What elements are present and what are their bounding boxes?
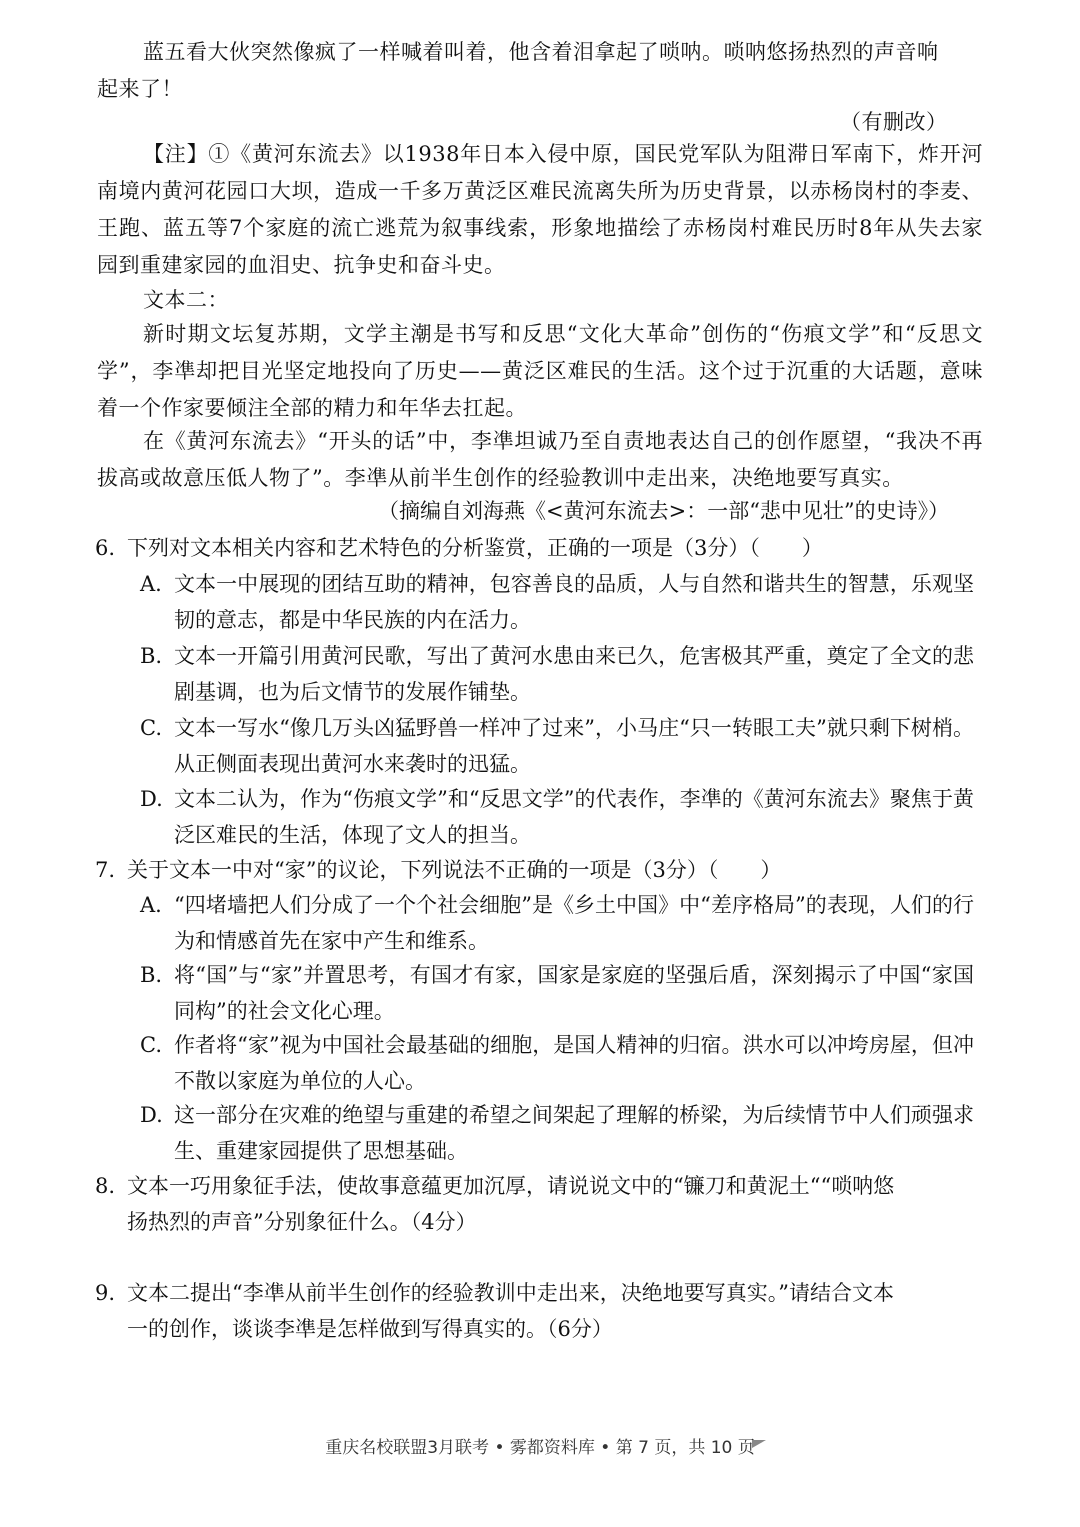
text2-paragraph: 在《黄河东流去》“开头的话”中，李凖坦诚乃至自责地表达自己的创作愿望，“我决不再拔高或故意压低人物了”。李凖从前半生创作的经验教训中走出来，决绝地要写真实。 (97, 429, 983, 490)
passage-line: 起来了！ (97, 77, 183, 101)
option-text: 文本一开篇引用黄河民歌，写出了黄河水患由来已久，危害极其严重，奠定了全文的悲剧基调，也为后文情节的发展作铺垫。 (174, 644, 974, 704)
question-stem: 扬热烈的声音”分别象征什么。（4分） (127, 1210, 477, 1234)
option-text: 这一部分在灾难的绝望与重建的希望之间架起了理解的桥梁，为后续情节中人们顽强求生、重建家园提供了思想基础。 (174, 1103, 974, 1163)
question-8 (95, 1168, 985, 1240)
option-label: C. (140, 716, 162, 740)
question-stem: 关于文本一中对“家”的议论，下列说法不正确的一项是（3分）（ ） (127, 858, 782, 882)
question-stem: 一的创作，谈谈李凖是怎样做到写得真实的。（6分） (127, 1317, 613, 1341)
question-number: 7. (95, 858, 116, 882)
option-text: 文本一中展现的团结互助的精神，包容善良的品质，人与自然和谐共生的智慧，乐观坚韧的意志，都是中华民族的内在活力。 (174, 572, 974, 632)
question-7 (95, 852, 985, 888)
passage-line: 蓝五看大伙突然像疯了一样喊着叫着，他含着泪拿起了唢呐。唢呐悠扬热烈的声音响 (143, 40, 939, 64)
option-label: D. (140, 1103, 163, 1127)
text2-heading: 文本二： (143, 288, 229, 312)
option-label: A. (140, 893, 162, 917)
option-6d[interactable] (140, 781, 980, 853)
source-citation: （摘编自刘海燕《<黄河东流去>：一部“悲中见壮”的史诗》） (378, 499, 950, 523)
question-number: 9. (95, 1281, 116, 1305)
page-footer: 重庆名校联盟3月联考 • 雾都资料库 • 第 7 页，共 10 页 (325, 1438, 755, 1458)
option-text: 文本一写水“像几万头凶猛野兽一样冲了过来”，小马庄“只一转眼工夫”就只剩下树梢。从正侧面表现出黄河水来袭时的迅猛。 (174, 716, 974, 776)
edit-note: （有删改） (840, 110, 948, 134)
option-label: B. (140, 644, 163, 668)
page-corner-icon (752, 1440, 766, 1448)
option-6a[interactable] (140, 566, 980, 638)
option-6b[interactable] (140, 638, 980, 710)
option-label: A. (140, 572, 162, 596)
option-text: 文本二认为，作为“伤痕文学”和“反思文学”的代表作，李凖的《黄河东流去》聚焦于黄泛区难民的生活，体现了文人的担当。 (174, 787, 974, 847)
option-text: 作者将“家”视为中国社会最基础的细胞，是国人精神的归宿。洪水可以冲垮房屋，但冲不散以家庭为单位的人心。 (174, 1033, 974, 1093)
option-text: 将“国”与“家”并置思考，有国才有家，国家是家庭的坚强后盾，深刻揭示了中国“家国同构”的社会文化心理。 (174, 963, 974, 1023)
option-7d[interactable] (140, 1097, 980, 1169)
text2-paragraph: 新时期文坛复苏期，文学主潮是书写和反思“文化大革命”创伤的“伤痕文学”和“反思文学”，李凖却把目光坚定地投向了历史——黄泛区难民的生活。这个过于沉重的大话题，意味着一个作家要倾注全部的精力和年华去扛起。 (97, 322, 983, 420)
question-stem: 文本一巧用象征手法，使故事意蕴更加沉厚，请说说文中的“镰刀和黄泥土““唢呐悠 (127, 1174, 895, 1198)
option-7b[interactable] (140, 957, 980, 1029)
option-text: “四堵墙把人们分成了一个个社会细胞”是《乡土中国》中“差序格局”的表现，人们的行为和情感首先在家中产生和维系。 (174, 893, 974, 953)
question-6 (95, 530, 985, 566)
question-number: 8. (95, 1174, 116, 1198)
option-7c[interactable] (140, 1027, 980, 1099)
option-label: B. (140, 963, 163, 987)
question-9 (95, 1275, 985, 1347)
question-number: 6. (95, 536, 116, 560)
question-stem: 文本二提出“李凖从前半生创作的经验教训中走出来，决绝地要写真实。”请结合文本 (127, 1281, 894, 1305)
option-label: C. (140, 1033, 162, 1057)
question-stem: 下列对文本相关内容和艺术特色的分析鉴赏，正确的一项是（3分）（ ） (127, 536, 823, 560)
option-7a[interactable] (140, 887, 980, 959)
option-label: D. (140, 787, 163, 811)
option-6c[interactable] (140, 710, 980, 782)
footnote: 【注】①《黄河东流去》以1938年日本入侵中原，国民党军队为阻滞日军南下，炸开河南境内黄河花园口大坝，造成一千多万黄泛区难民流离失所为历史背景，以赤杨岗村的李麦、王跑、蓝五等7个家庭的流亡逃荒为叙事线索，形象地描绘了赤杨岗村难民历时8年从失去家园到重建家园的血泪史、抗争史和奋斗史。 (97, 142, 983, 277)
